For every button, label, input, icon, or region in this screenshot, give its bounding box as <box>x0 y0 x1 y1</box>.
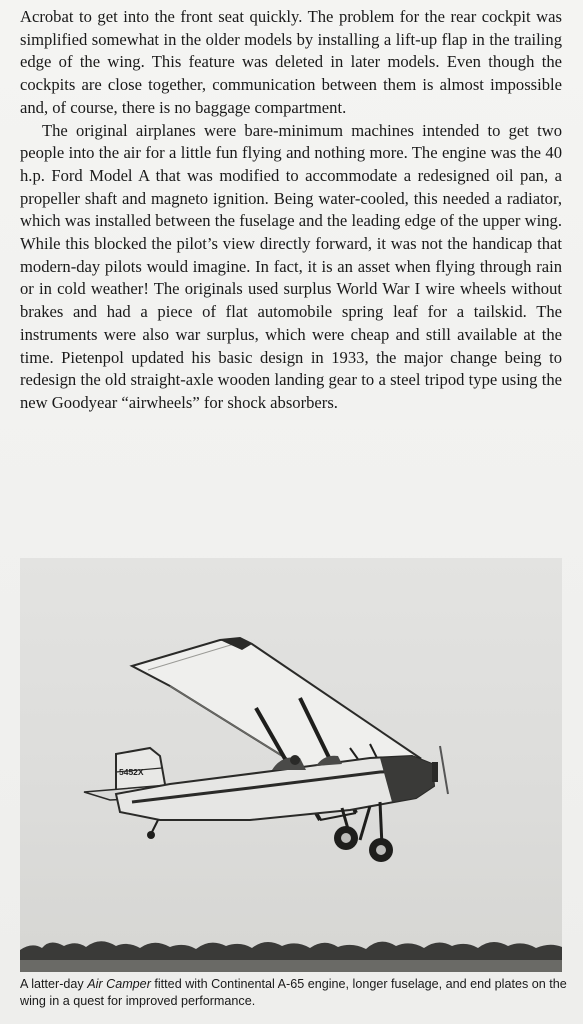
paragraph-original-airplanes: The original airplanes were bare-minimum machines intended to get two people into the air for a little fun flying and nothing more. The engine was the 40 h.p. Ford Model A that was modified to accommodate a redesigned oil pan, a propeller shaft and magneto ignition. Being water-cooled, this needed a radiator, which was installed between the fuselage and the leading edge of the upper wing. While this blocked the pilot’s view directly forward, it was not the handicap that modern-day pilots would imagine. In fact, it is an asset when flying through rain or in cold weather! The originals used surplus World War I wire wheels without brakes and had a piece of flat automobile spring leaf for a tailskid. The instruments were also war surplus, which were cheap and still available at the time. Pietenpol updated his basic design in 1933, the major change being to redesign the old straight-axle wooden landing gear to a steel tripod type using the new Goodyear “airwheels” for shock absorbers. <box>20 120 562 412</box>
registration-mark: 5452X <box>119 767 144 777</box>
air-camper-illustration <box>20 558 562 972</box>
paragraph-continued: Acrobat to get into the front seat quickly. The problem for the rear cockpit was simplified somewhat in the older models by installing a lift-up flap in the trailing edge of the wing. This feature was deleted in later models. Even though the cockpits are close together, communication between them is almost impossible and, of course, there is no baggage compartment. <box>20 7 562 117</box>
body-text <box>20 6 562 415</box>
caption-prefix: A latter-day <box>20 977 88 991</box>
caption-suffix: fitted with Continental A-65 engine, longer fuselage, and end plates on the wing in a quest for improved performance. <box>20 977 567 1008</box>
upper-wing <box>132 638 420 770</box>
caption-italic-name: Air Camper <box>87 977 151 991</box>
photo-caption <box>20 976 568 1009</box>
tail-wheel <box>147 831 155 839</box>
airplane-photo <box>20 558 562 972</box>
